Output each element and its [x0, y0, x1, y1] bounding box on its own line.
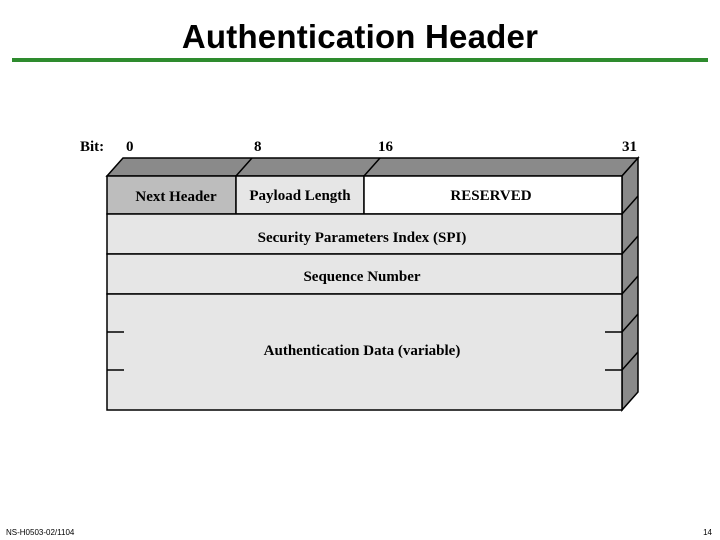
page-title: Authentication Header: [181, 18, 539, 55]
sequence-number-label: Sequence Number: [303, 269, 421, 285]
bit-tick-0: 0: [126, 139, 134, 155]
bit-tick-31: 31: [622, 139, 637, 155]
spi-label: Security Parameters Index (SPI): [257, 230, 467, 246]
footer-doc-id: NS-H0503-02/1104: [6, 528, 75, 537]
bit-tick-8: 8: [254, 139, 262, 155]
next-header-label: Next Header: [135, 189, 217, 205]
auth-data-label: Authentication Data (variable): [263, 343, 461, 359]
bit-label: Bit:: [80, 139, 105, 155]
bit-tick-16: 16: [378, 139, 393, 155]
footer-page-number: 14: [703, 528, 712, 537]
reserved-label: RESERVED: [450, 188, 532, 204]
payload-length-label: Payload Length: [249, 188, 351, 204]
